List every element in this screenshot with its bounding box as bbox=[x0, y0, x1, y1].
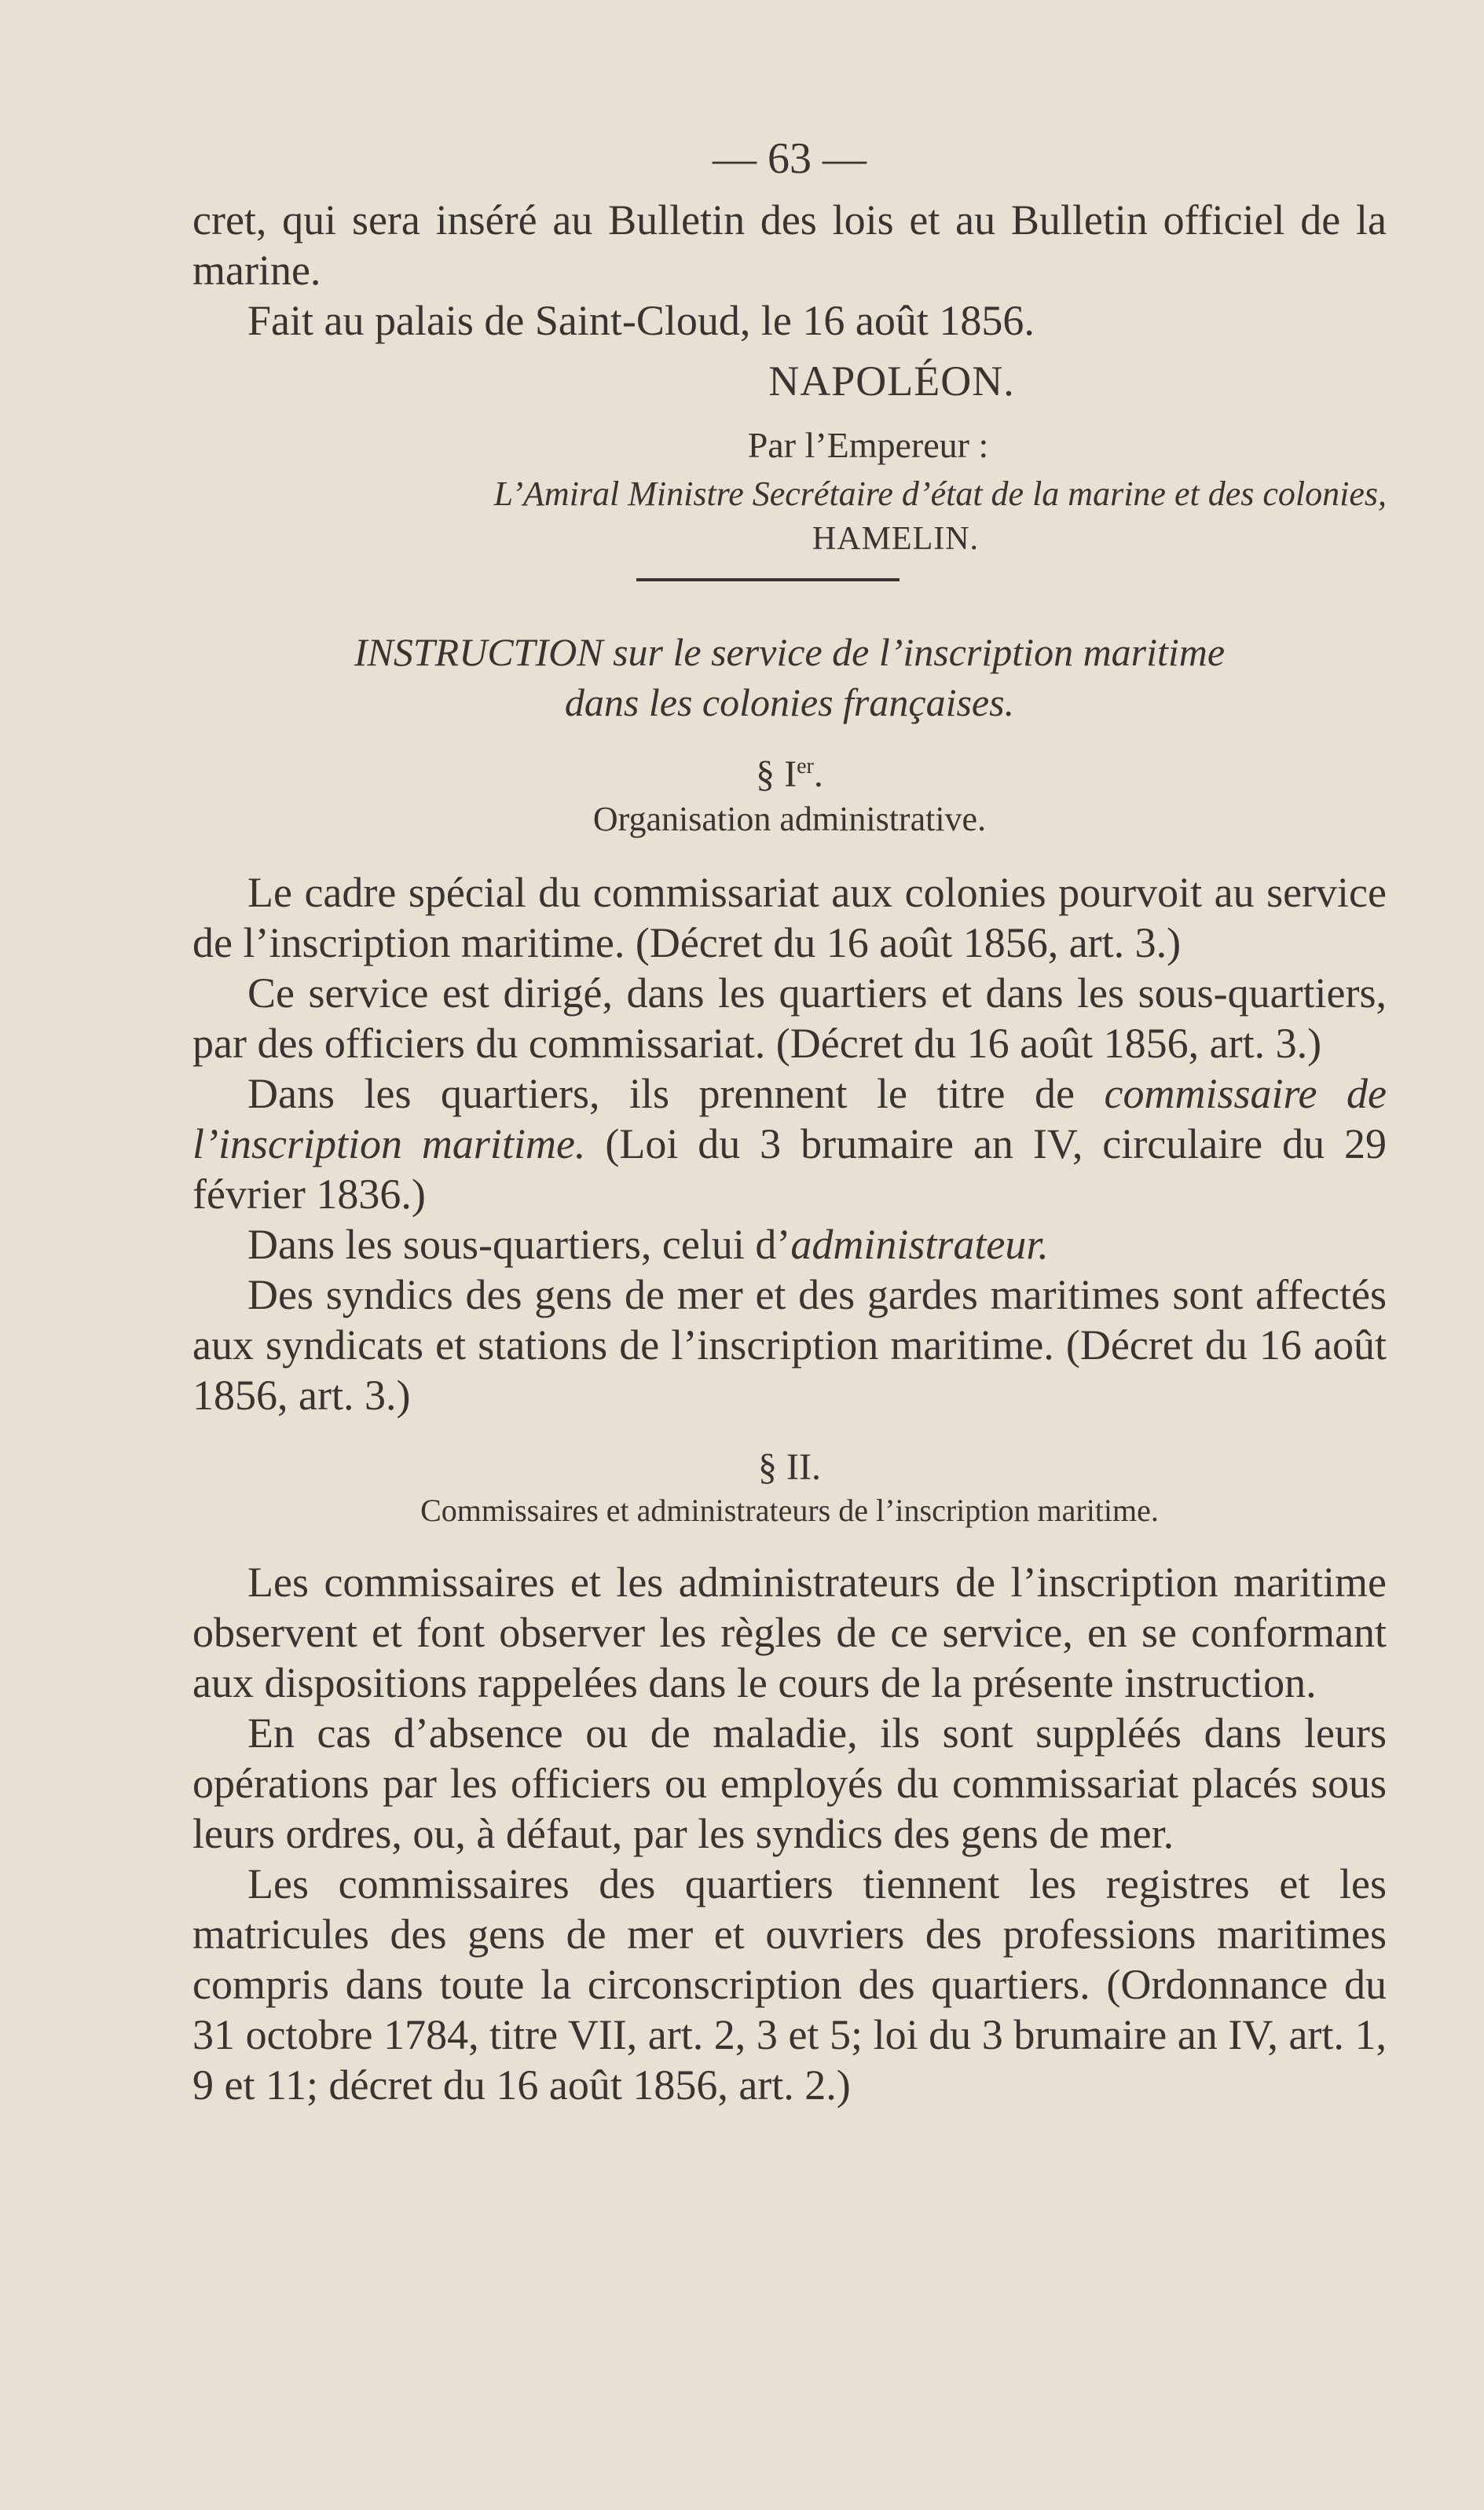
section-2-title: Commissaires et administrateurs de l’inscription maritime. bbox=[420, 1493, 1159, 1528]
signature-napoleon: NAPOLÉON. bbox=[768, 357, 1015, 405]
instruction-title-line-2: dans les colonies françaises. bbox=[564, 680, 1015, 724]
section-1-paragraph-4 bbox=[192, 1219, 1387, 1270]
separator-rule bbox=[636, 578, 900, 581]
instruction-title bbox=[192, 627, 1387, 727]
section-1-paragraph-5: Des syndics des gens de mer et des gardes maritimes sont affectés aux syndicats et stations de l’inscription maritime. (Décret du 16 août 1856, art. 3.) bbox=[192, 1271, 1387, 1419]
section-2-paragraph-3: Les commissaires des quartiers tiennent les registres et les matricules des gens de mer et ouvriers des professions maritimes compris dans toute la circonscription des quartiers. (Ordonnance du 31 octobre 1784, titre VII, art. 2, 3 et 5; loi du 3 brumaire an IV, art. 1, 9 et 11; décret du 16 août 1856, art. 2.) bbox=[192, 1860, 1387, 2109]
section-1-paragraph-2: Ce service est dirigé, dans les quartiers et dans les sous-quartiers, par des officiers du commissariat. (Décret du 16 août 1856, art. 3.) bbox=[192, 969, 1387, 1067]
minister-title: L’Amiral Ministre Secrétaire d’état de la marine et des colonies, bbox=[493, 475, 1387, 513]
section-1-mark bbox=[192, 753, 1387, 796]
section-1-paragraph-4-start: Dans les sous-quartiers, celui d’ bbox=[247, 1221, 791, 1268]
section-1-paragraph-3-italic: commissaire de l’inscription maritime. bbox=[192, 1070, 1387, 1167]
section-1-paragraph-3 bbox=[192, 1068, 1387, 1219]
instruction-title-line-1: INSTRUCTION sur le service de l’inscription maritime bbox=[354, 630, 1226, 674]
section-1-paragraph-1: Le cadre spécial du commissariat aux colonies pourvoit au service de l’inscription maritime. (Décret du 16 août 1856, art. 3.) bbox=[192, 869, 1387, 966]
document-page bbox=[192, 134, 1387, 2110]
section-1-paragraph-3-end: (Loi du 3 brumaire an IV, circulaire du 29 février 1836.) bbox=[192, 1120, 1387, 1218]
section-1-paragraph-4-italic: administrateur. bbox=[790, 1221, 1049, 1268]
section-2-paragraph-1: Les commissaires et les administrateurs de l’inscription maritime observent et font observer les règles de ce service, en se conformant aux dispositions rappelées dans le cours de la présente instruction. bbox=[192, 1559, 1387, 1706]
section-1-mark-end: . bbox=[813, 753, 823, 795]
section-2-paragraph-2: En cas d’absence ou de maladie, ils sont suppléés dans leurs opérations par les officiers ou employés du commissariat placés sous leurs ordres, ou, à défaut, par les syndics des gens de mer. bbox=[192, 1709, 1387, 1857]
page-number: — 63 — bbox=[713, 134, 867, 183]
section-1-paragraph-3-start: Dans les quartiers, ils prennent le titre de bbox=[247, 1070, 1105, 1117]
par-empereur-line: Par l’Empereur : bbox=[747, 425, 989, 465]
section-1-title: Organisation administrative. bbox=[592, 800, 987, 838]
decree-closing-paragraph: cret, qui sera inséré au Bulletin des lois et au Bulletin officiel de la marine. bbox=[192, 196, 1387, 294]
section-1-mark-sup: er bbox=[797, 754, 814, 779]
decree-date-line: Fait au palais de Saint-Cloud, le 16 août 1856. bbox=[247, 297, 1035, 344]
section-2-mark: § II. bbox=[758, 1446, 821, 1488]
section-1-mark-text: § I bbox=[756, 753, 797, 795]
minister-name: HAMELIN. bbox=[812, 521, 980, 557]
